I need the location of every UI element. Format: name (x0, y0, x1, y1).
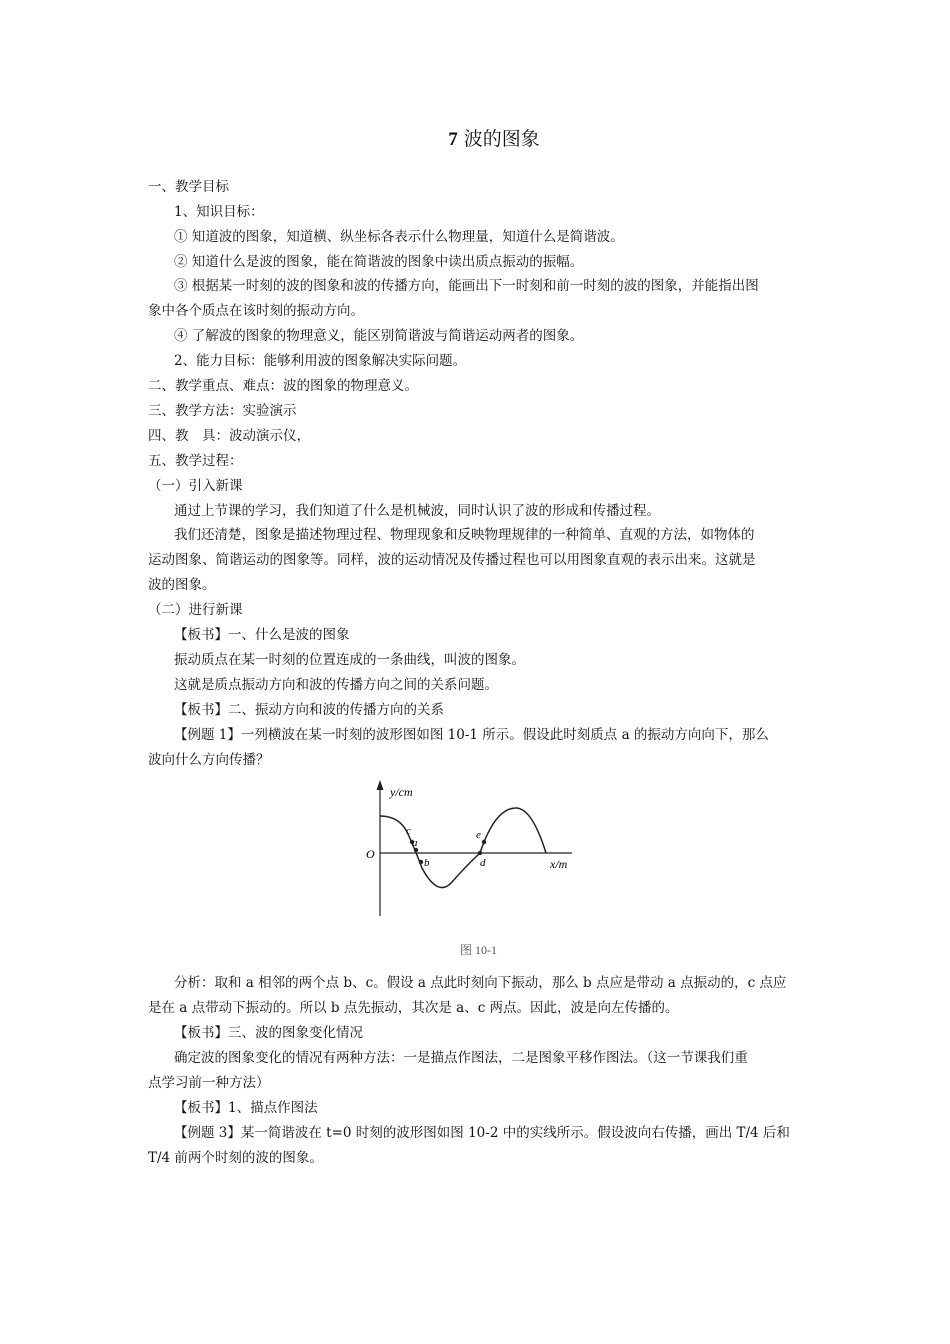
board-note: 【板书】二、振动方向和波的传播方向的关系 (174, 702, 444, 718)
point-e (482, 840, 486, 844)
text-line: 2、能力目标：能够利用波的图象解决实际问题。 (174, 353, 467, 369)
board-note: 【板书】三、波的图象变化情况 (174, 1025, 363, 1041)
text-line: ① 知道波的图象，知道横、纵坐标各表示什么物理量，知道什么是简谐波。 (174, 229, 624, 245)
example-line: 【例题 3】某一简谐波在 t=0 时刻的波形图如图 10-2 中的实线所示。假设波向右传播，画出 T/4 后和 (174, 1125, 790, 1141)
text-line: 通过上节课的学习，我们知道了什么是机械波，同时认识了波的形成和传播过程。 (174, 503, 660, 519)
example-line: T/4 前两个时刻的波的图象。 (148, 1150, 323, 1166)
label-a: a (412, 837, 418, 849)
section-heading: 二、教学重点、难点：波的图象的物理意义。 (148, 378, 418, 394)
text-line: 1、知识目标： (174, 204, 264, 220)
label-e: e (476, 829, 481, 841)
text-line: 运动图象、简谐运动的图象等。同样，波的运动情况及传播过程也可以用图象直观的表示出来。这就是 (148, 552, 756, 568)
text-line: 象中各个质点在该时刻的振动方向。 (148, 303, 364, 319)
text-line: ④ 了解波的图象的物理意义，能区别简谐波与简谐运动两者的图象。 (174, 328, 584, 344)
wave-figure (360, 778, 600, 960)
origin-label: O (366, 847, 375, 861)
y-axis-label: y/cm (390, 785, 413, 799)
section-heading: 四、教 具：波动演示仪， (148, 428, 310, 444)
text-line: ② 知道什么是波的图象，能在简谐波的图象中读出质点振动的振幅。 (174, 254, 584, 270)
text-line: 振动质点在某一时刻的位置连成的一条曲线，叫波的图象。 (174, 652, 525, 668)
board-note: 【板书】1、描点作图法 (174, 1100, 318, 1116)
text-line: ③ 根据某一时刻的波的图象和波的传播方向，能画出下一时刻和前一时刻的波的图象，并能指出图 (174, 278, 759, 294)
section-heading: 五、教学过程： (148, 453, 243, 469)
wave-curve (380, 808, 546, 888)
label-c: c (406, 825, 411, 837)
analysis-line: 是在 a 点带动下振动的。所以 b 点先振动，其次是 a、c 两点。因此，波是向左传播的。 (148, 1000, 679, 1016)
y-axis-arrow (377, 780, 384, 790)
text-line: 确定波的图象变化的情况有两种方法：一是描点作图法，二是图象平移作图法。（这一节课我们重 (174, 1050, 748, 1066)
label-b: b (424, 857, 430, 869)
text-line: 波的图象。 (148, 577, 216, 593)
point-d (478, 851, 482, 855)
board-note: 【板书】一、什么是波的图象 (174, 627, 350, 643)
point-b (419, 860, 423, 864)
figure-caption: 图 10-1 (460, 943, 497, 957)
section-heading: 一、教学目标 (148, 179, 229, 195)
example-line: 波向什么方向传播？ (148, 752, 270, 768)
text-line: 这就是质点振动方向和波的传播方向之间的关系问题。 (174, 677, 498, 693)
text-line: 点学习前一种方法） (148, 1075, 270, 1091)
subsection-heading: （二）进行新课 (148, 602, 243, 618)
x-axis-label: x/m (550, 857, 568, 871)
subsection-heading: （一）引入新课 (148, 478, 243, 494)
text-line: 我们还清楚，图象是描述物理过程、物理现象和反映物理规律的一种简单、直观的方法，如物体的 (174, 527, 755, 543)
page-title: 7 波的图象 (448, 128, 540, 150)
section-heading: 三、教学方法：实验演示 (148, 403, 297, 419)
label-d: d (480, 857, 486, 869)
example-line: 【例题 1】一列横波在某一时刻的波形图如图 10-1 所示。假设此时刻质点 a 的振动方向向下，那么 (174, 727, 769, 743)
analysis-line: 分析：取和 a 相邻的两个点 b、c。假设 a 点此时刻向下振动，那么 b 点应是带动 a 点振动的，c 点应 (174, 975, 787, 991)
